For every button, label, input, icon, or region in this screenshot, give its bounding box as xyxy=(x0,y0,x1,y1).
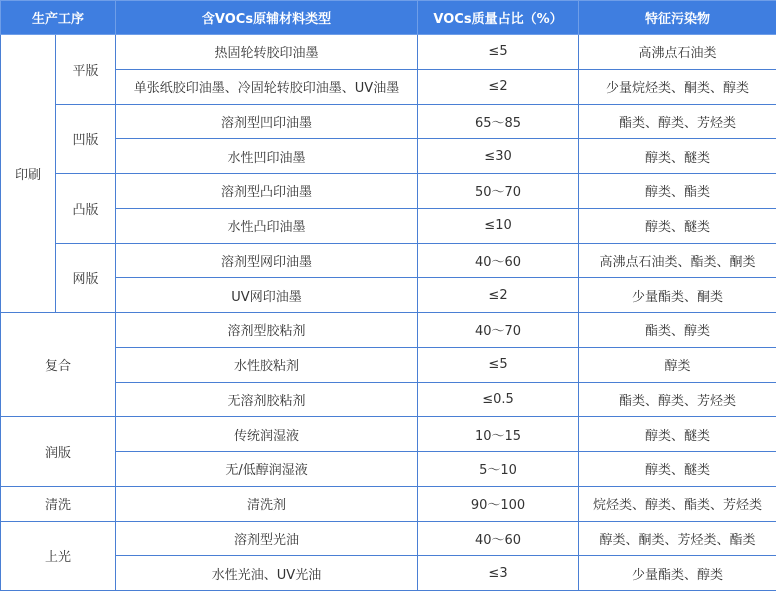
ratio-cell: 40～60 xyxy=(418,243,579,278)
material-cell: 传统润湿液 xyxy=(116,417,418,452)
ratio-cell: ≤30 xyxy=(418,139,579,174)
process-cell: 清洗 xyxy=(1,486,116,521)
process-cell: 润版 xyxy=(1,417,116,487)
pollutant-cell: 少量酯类、醇类 xyxy=(579,556,776,591)
table-row xyxy=(1,139,776,174)
header-pollutant: 特征污染物 xyxy=(579,1,776,35)
header-row xyxy=(1,1,776,35)
pollutant-cell: 醇类 xyxy=(579,347,776,382)
table-row xyxy=(1,486,776,521)
material-cell: 溶剂型胶粘剂 xyxy=(116,313,418,348)
process-cell: 复合 xyxy=(1,313,116,417)
header-material: 含VOCs原辅材料类型 xyxy=(116,1,418,35)
process-cell: 上光 xyxy=(1,521,116,591)
subprocess-cell: 凸版 xyxy=(56,174,116,244)
header-process: 生产工序 xyxy=(1,1,116,35)
table-row xyxy=(1,452,776,487)
table-row xyxy=(1,243,776,278)
table-row xyxy=(1,556,776,591)
table-row xyxy=(1,35,776,70)
material-cell: 溶剂型网印油墨 xyxy=(116,243,418,278)
material-cell: UV网印油墨 xyxy=(116,278,418,313)
table-row xyxy=(1,69,776,104)
pollutant-cell: 醇类、醚类 xyxy=(579,139,776,174)
table-row xyxy=(1,382,776,417)
ratio-cell: ≤3 xyxy=(418,556,579,591)
material-cell: 水性凸印油墨 xyxy=(116,208,418,243)
material-cell: 单张纸胶印油墨、冷固轮转胶印油墨、UV油墨 xyxy=(116,69,418,104)
table-row xyxy=(1,347,776,382)
material-cell: 热固轮转胶印油墨 xyxy=(116,35,418,70)
ratio-cell: ≤10 xyxy=(418,208,579,243)
table-row xyxy=(1,521,776,556)
material-cell: 水性光油、UV光油 xyxy=(116,556,418,591)
pollutant-cell: 醇类、醚类 xyxy=(579,417,776,452)
ratio-cell: ≤0.5 xyxy=(418,382,579,417)
table-row xyxy=(1,208,776,243)
ratio-cell: ≤5 xyxy=(418,347,579,382)
header-ratio: VOCs质量占比（%） xyxy=(418,1,579,35)
material-cell: 水性胶粘剂 xyxy=(116,347,418,382)
material-cell: 清洗剂 xyxy=(116,486,418,521)
subprocess-cell: 凹版 xyxy=(56,104,116,174)
pollutant-cell: 酯类、醇类、芳烃类 xyxy=(579,382,776,417)
ratio-cell: 90～100 xyxy=(418,486,579,521)
ratio-cell: 5～10 xyxy=(418,452,579,487)
table-row xyxy=(1,313,776,348)
table-body xyxy=(1,35,776,591)
ratio-cell: 40～60 xyxy=(418,521,579,556)
material-cell: 无溶剂胶粘剂 xyxy=(116,382,418,417)
subprocess-cell: 网版 xyxy=(56,243,116,313)
table-row xyxy=(1,278,776,313)
table-row xyxy=(1,174,776,209)
process-cell-print: 印刷 xyxy=(1,35,56,313)
subprocess-cell: 平版 xyxy=(56,35,116,105)
pollutant-cell: 醇类、酯类 xyxy=(579,174,776,209)
pollutant-cell: 烷烃类、醇类、酯类、芳烃类 xyxy=(579,486,776,521)
material-cell: 溶剂型凸印油墨 xyxy=(116,174,418,209)
material-cell: 溶剂型光油 xyxy=(116,521,418,556)
pollutant-cell: 高沸点石油类 xyxy=(579,35,776,70)
ratio-cell: ≤2 xyxy=(418,69,579,104)
material-cell: 无/低醇润湿液 xyxy=(116,452,418,487)
pollutant-cell: 少量烷烃类、酮类、醇类 xyxy=(579,69,776,104)
material-cell: 溶剂型凹印油墨 xyxy=(116,104,418,139)
pollutant-cell: 醇类、醚类 xyxy=(579,208,776,243)
pollutant-cell: 酯类、醇类、芳烃类 xyxy=(579,104,776,139)
pollutant-cell: 醇类、酮类、芳烃类、酯类 xyxy=(579,521,776,556)
table-row xyxy=(1,104,776,139)
ratio-cell: 10～15 xyxy=(418,417,579,452)
ratio-cell: 65～85 xyxy=(418,104,579,139)
ratio-cell: ≤5 xyxy=(418,35,579,70)
pollutant-cell: 高沸点石油类、酯类、酮类 xyxy=(579,243,776,278)
ratio-cell: ≤2 xyxy=(418,278,579,313)
table-row xyxy=(1,417,776,452)
ratio-cell: 50～70 xyxy=(418,174,579,209)
pollutant-cell: 醇类、醚类 xyxy=(579,452,776,487)
material-cell: 水性凹印油墨 xyxy=(116,139,418,174)
ratio-cell: 40～70 xyxy=(418,313,579,348)
pollutant-cell: 少量酯类、酮类 xyxy=(579,278,776,313)
pollutant-cell: 酯类、醇类 xyxy=(579,313,776,348)
